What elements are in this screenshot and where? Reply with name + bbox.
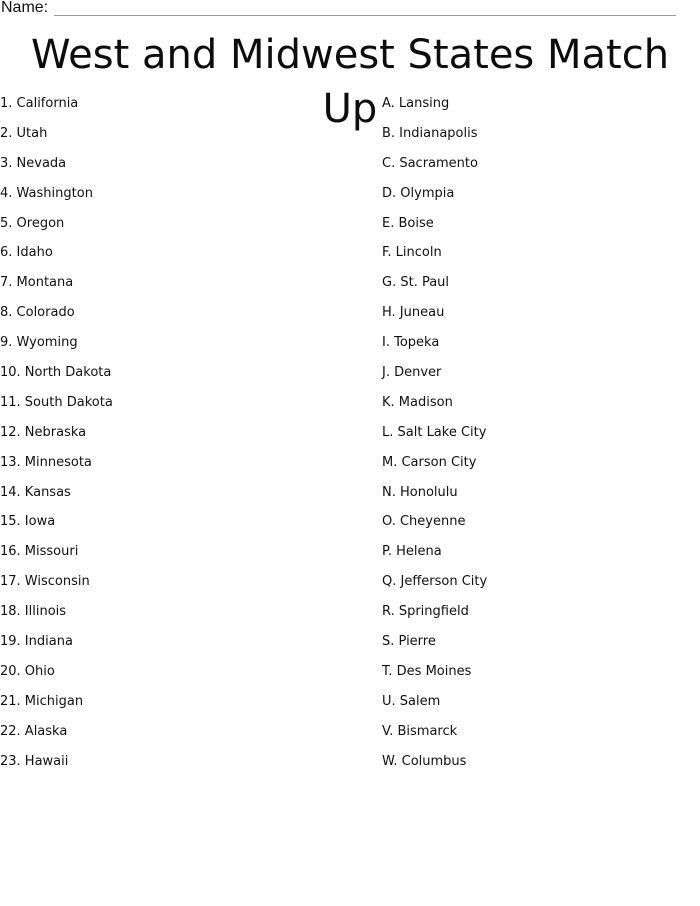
- state-item: 17. Wisconsin: [0, 574, 90, 590]
- state-item: 14. Kansas: [0, 484, 71, 500]
- capital-item: G. St. Paul: [382, 275, 450, 291]
- state-item: 10. North Dakota: [0, 365, 112, 381]
- capital-item: V. Bismarck: [382, 723, 458, 739]
- capital-item: O. Cheyenne: [382, 514, 466, 530]
- capital-item: H. Juneau: [382, 305, 445, 321]
- capital-item: D. Olympia: [382, 185, 455, 201]
- state-item: 2. Utah: [0, 125, 48, 141]
- capital-item: P. Helena: [382, 544, 442, 560]
- capital-item: I. Topeka: [382, 335, 440, 351]
- state-item: 21. Michigan: [0, 693, 84, 709]
- state-item: 15. Iowa: [0, 514, 56, 530]
- state-item: 8. Colorado: [0, 305, 75, 321]
- capital-item: B. Indianapolis: [382, 125, 478, 141]
- state-item: 18. Illinois: [0, 604, 67, 620]
- capital-item: J. Denver: [382, 365, 442, 381]
- capital-item: W. Columbus: [382, 753, 467, 769]
- state-item: 7. Montana: [0, 275, 74, 291]
- state-item: 16. Missouri: [0, 544, 79, 560]
- capital-item: R. Springfield: [382, 604, 469, 620]
- capital-item: A. Lansing: [382, 96, 450, 111]
- capitals-list: [382, 95, 487, 782]
- capital-item: F. Lincoln: [382, 245, 442, 261]
- capital-item: L. Salt Lake City: [382, 424, 487, 440]
- state-item: 13. Minnesota: [0, 454, 92, 470]
- state-item: 1. California: [0, 96, 79, 111]
- capital-item: U. Salem: [382, 693, 441, 709]
- name-label: Name:: [1, 0, 49, 16]
- capital-item: T. Des Moines: [382, 663, 472, 679]
- state-item: 23. Hawaii: [0, 753, 69, 769]
- capital-item: S. Pierre: [382, 634, 436, 650]
- state-item: 6. Idaho: [0, 245, 53, 261]
- state-item: 9. Wyoming: [0, 335, 78, 351]
- state-item: 12. Nebraska: [0, 424, 87, 440]
- states-list: [0, 95, 113, 782]
- capital-item: E. Boise: [382, 215, 434, 231]
- capital-item: Q. Jefferson City: [382, 574, 488, 590]
- capital-item: M. Carson City: [382, 454, 477, 470]
- state-item: 20. Ohio: [0, 663, 55, 679]
- state-item: 11. South Dakota: [0, 394, 113, 410]
- state-item: 4. Washington: [0, 185, 93, 201]
- capital-item: K. Madison: [382, 394, 453, 410]
- page-title: West and Midwest States Match Up: [30, 32, 670, 132]
- state-item: 19. Indiana: [0, 634, 73, 650]
- state-item: 3. Nevada: [0, 155, 67, 171]
- state-item: 22. Alaska: [0, 723, 68, 739]
- capital-item: N. Honolulu: [382, 484, 458, 500]
- name-line[interactable]: [54, 15, 676, 16]
- capital-item: C. Sacramento: [382, 155, 478, 171]
- name-row: [0, 0, 676, 18]
- state-item: 5. Oregon: [0, 215, 65, 231]
